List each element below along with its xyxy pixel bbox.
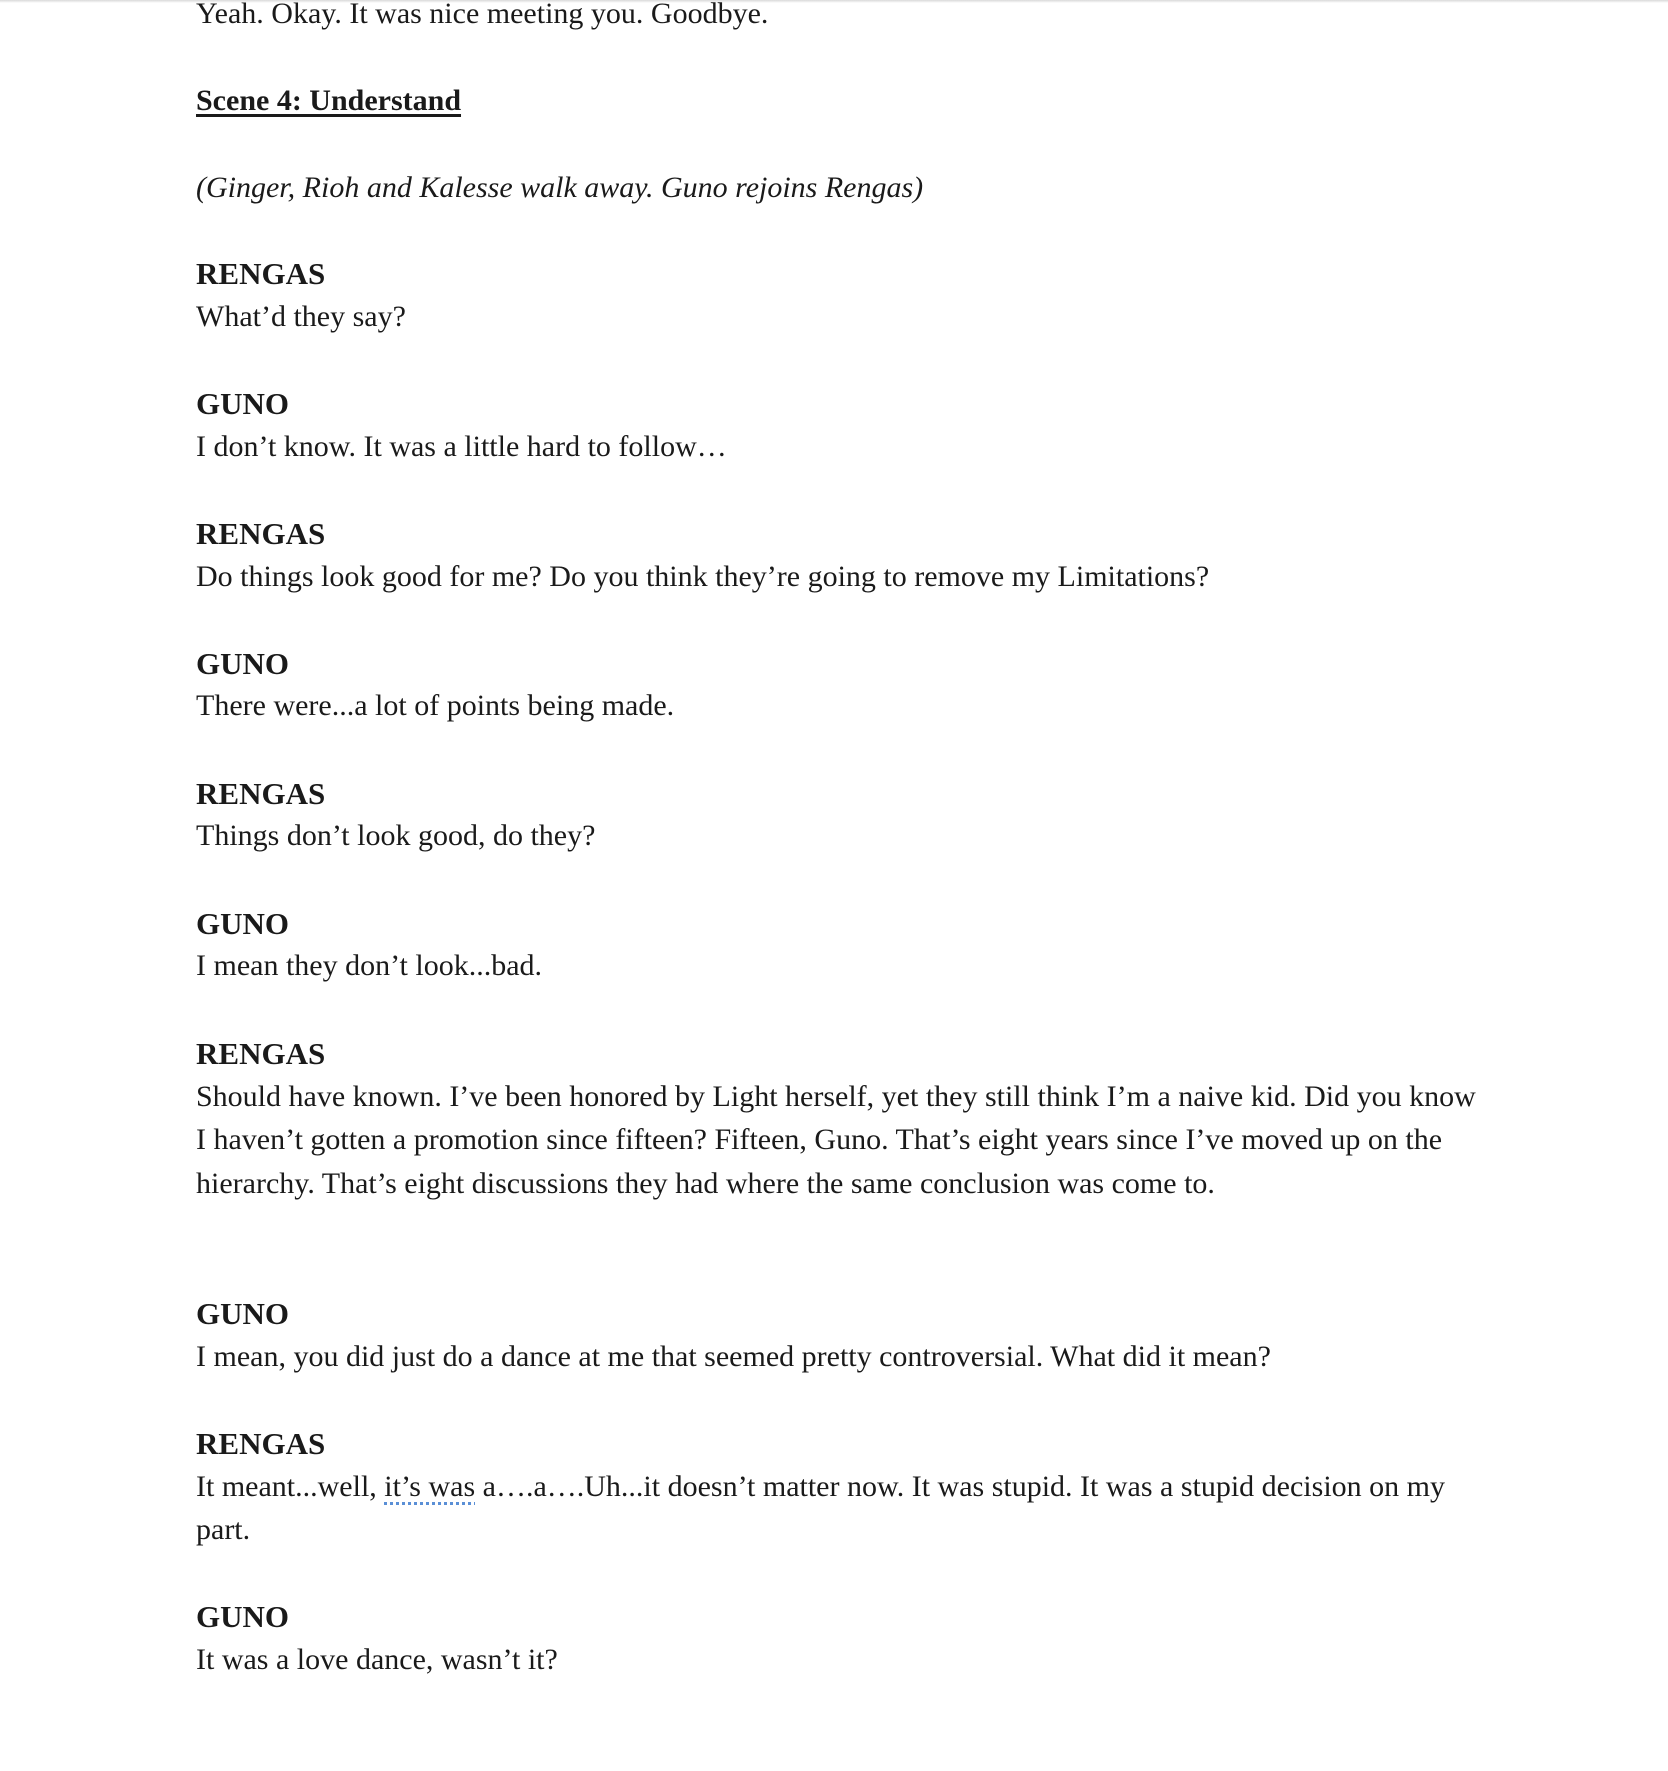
- scene-heading: Scene 4: Understand: [196, 84, 462, 117]
- dialogue-line: Things don’t look good, do they?: [196, 819, 596, 852]
- dialogue-line: It was a love dance, wasn’t it?: [196, 1643, 558, 1676]
- dialogue-text: a….a….Uh...it doesn’t matter now. It was stupid. It was a stupid decision on my part.: [196, 1470, 1445, 1547]
- speaker-name: RENGAS: [196, 1426, 326, 1461]
- speaker-name: RENGAS: [196, 776, 326, 811]
- speaker-name: GUNO: [196, 386, 289, 421]
- speaker-name: GUNO: [196, 646, 289, 681]
- dialogue-line: I don’t know. It was a little hard to follow…: [196, 430, 727, 463]
- dialogue-paragraph: Should have known. I’ve been honored by Light herself, yet they still think I’m a naive kid. Did you know I haven’t gotten a promotion since fifteen? Fifteen, Guno. That’s eight years since I’ve moved up on the hierarchy. That’s eight discussions they had where the same conclusion was come to.: [196, 1080, 1476, 1200]
- dialogue-text: It meant...well,: [196, 1470, 385, 1503]
- grammar-suggestion-underline[interactable]: it’s was: [384, 1470, 476, 1503]
- dialogue-line: Do things look good for me? Do you think they’re going to remove my Limitations?: [196, 560, 1210, 593]
- speaker-name: GUNO: [196, 1296, 289, 1331]
- speaker-name: RENGAS: [196, 256, 326, 291]
- dialogue-line: What’d they say?: [196, 300, 406, 333]
- dialogue-paragraph: [196, 1465, 1486, 1552]
- dialogue-line: Yeah. Okay. It was nice meeting you. Goodbye.: [196, 0, 769, 30]
- dialogue-line: I mean, you did just do a dance at me that seemed pretty controversial. What did it mean?: [196, 1340, 1271, 1373]
- stage-direction: (Ginger, Rioh and Kalesse walk away. Guno rejoins Rengas): [196, 171, 924, 204]
- speaker-name: RENGAS: [196, 516, 326, 551]
- dialogue-line: I mean they don’t look...bad.: [196, 949, 543, 982]
- speaker-name: GUNO: [196, 1599, 289, 1634]
- speaker-name: RENGAS: [196, 1036, 326, 1071]
- dialogue-line: There were...a lot of points being made.: [196, 689, 675, 722]
- speaker-name: GUNO: [196, 906, 289, 941]
